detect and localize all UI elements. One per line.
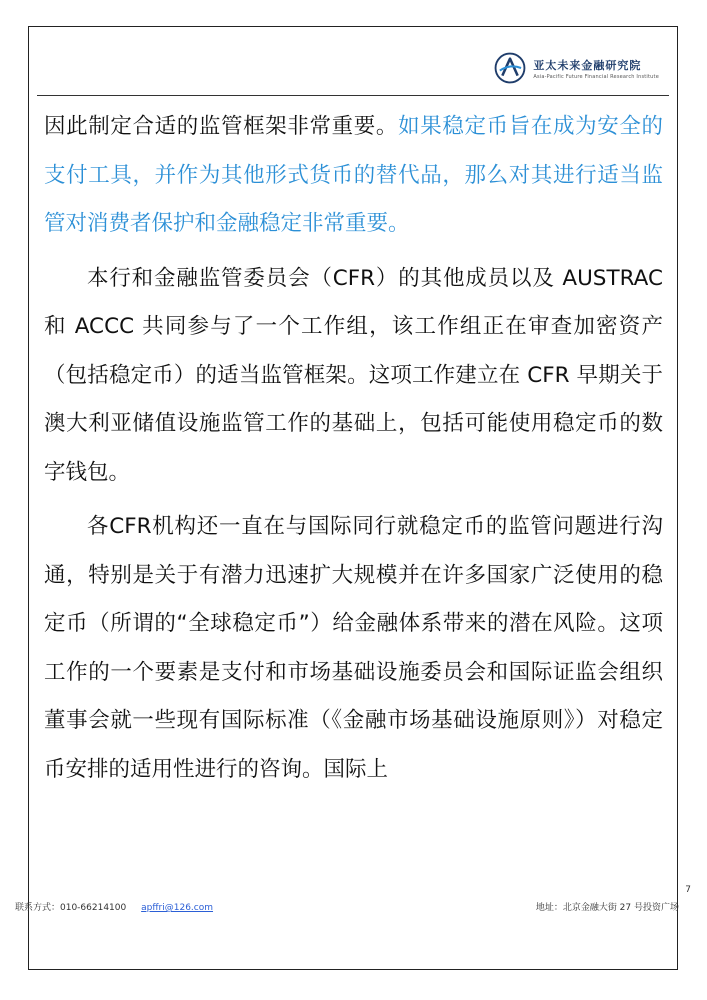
footer-contact-label: 联系方式：010-66214100: [15, 903, 127, 913]
paragraph-1: [44, 103, 663, 249]
page-frame: [28, 26, 678, 970]
page-header: [29, 27, 677, 97]
institute-logo: [493, 51, 659, 85]
page-number: 7: [685, 885, 691, 895]
paragraph-3: 各CFR机构还一直在与国际同行就稳定币的监管问题进行沟通，特别是关于有潜力迅速扩大规模并在许多国家广泛使用的稳定币（所谓的“全球稳定币”）给金融体系带来的潜在风险。这项工作的一个要素是支付和市场基础设施委员会和国际证监会组织董事会就一些现有国际标准（《金融市场基础设施原则》）对稳定币安排的适用性进行的咨询。国际上: [44, 514, 663, 782]
paragraph-1-text: 因此制定合适的监管框架非常重要。: [44, 114, 399, 139]
page-footer: [15, 900, 679, 913]
paragraph-2: 本行和金融监管委员会（CFR）的其他成员以及 AUSTRAC 和 ACCC 共同参与了一个工作组，该工作组正在审查加密资产（包括稳定币）的适当监管框架。这项工作建立在 CFR 早期关于澳大利亚储值设施监管工作的基础上，包括可能使用稳定币的数字钱包。: [44, 265, 663, 485]
footer-email-link[interactable]: apffri@126.com: [141, 903, 214, 913]
header-divider: [37, 95, 669, 96]
footer-address: 地址：北京金融大街 27 号投资广场: [535, 903, 679, 913]
logo-chinese-name: 亚太未来金融研究院: [533, 58, 642, 72]
institute-logo-icon: [493, 51, 527, 85]
logo-english-name: Asia-Pacific Future Financial Research Institute: [533, 73, 659, 80]
page-body: [44, 103, 663, 794]
footer-contact: [15, 900, 213, 913]
paragraph-1-highlight: 如果稳定币旨在成为安全的支付工具，并作为其他形式货币的替代品，那么对其进行适当监管对消费者保护和金融稳定非常重要。: [44, 114, 663, 236]
